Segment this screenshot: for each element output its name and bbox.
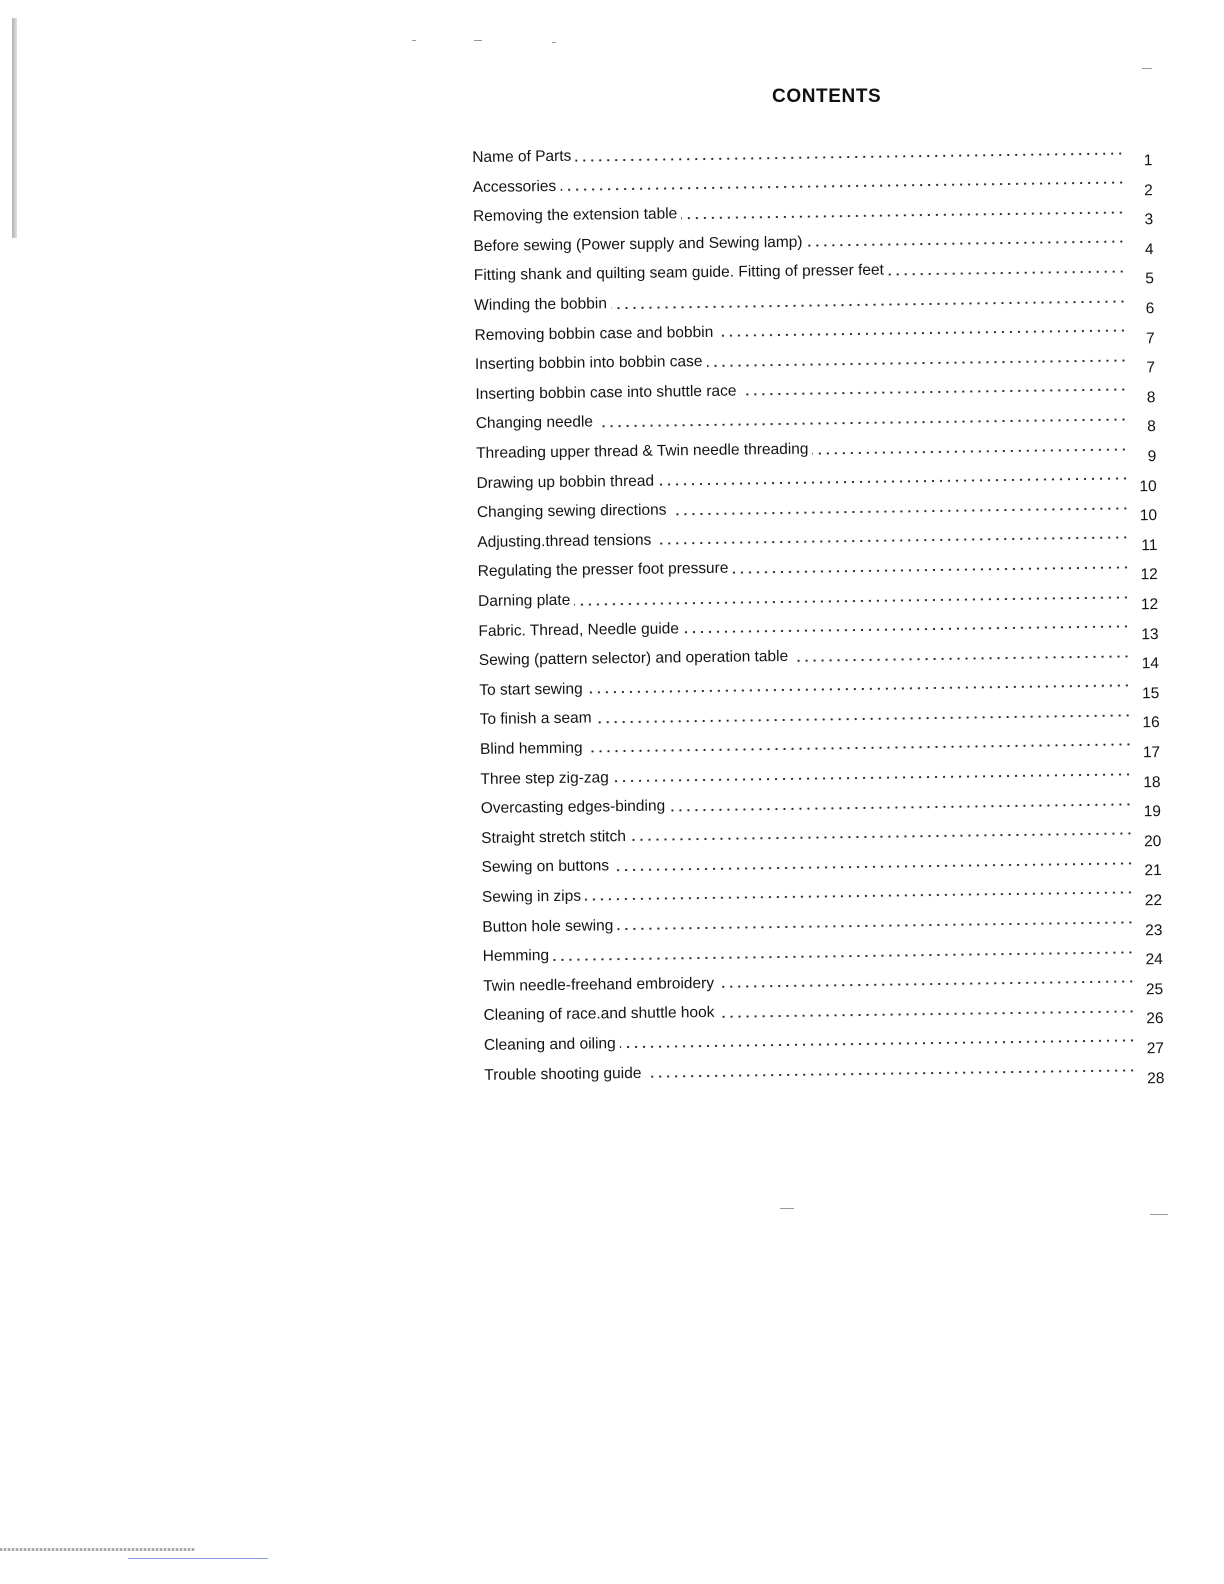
toc-entry-page-number: 26 <box>1146 1010 1164 1028</box>
scan-speck <box>1150 1214 1168 1215</box>
toc-entry-page-number: 7 <box>1145 329 1155 347</box>
toc-entry-page-number: 16 <box>1142 714 1160 732</box>
toc-entry-page-number: 10 <box>1139 477 1157 495</box>
toc-entry-title: Cleaning of race.and shuttle hook <box>483 1004 715 1025</box>
toc-entry-page-number: 13 <box>1141 625 1159 643</box>
toc-entry-title: Cleaning and oiling <box>483 1035 616 1054</box>
toc-entry-page-number: 4 <box>1144 240 1154 259</box>
toc-entry-title: Fitting shank and quilting seam guide. Fitting of presser feet <box>473 262 885 285</box>
toc-entry-title: Sewing in zips <box>481 887 582 906</box>
toc-dot-leader <box>888 270 1126 275</box>
toc-entry-title: To finish a seam <box>479 709 592 729</box>
toc-entry-page-number: 14 <box>1141 655 1160 673</box>
toc-entry-page-number: 5 <box>1145 270 1155 288</box>
toc-entry-title: Sewing on buttons <box>481 857 610 877</box>
toc-entry-page-number: 19 <box>1143 803 1162 821</box>
toc-entry-title: Three step zig-zag <box>480 768 609 788</box>
toc-entry-title: Darning plate <box>477 591 571 610</box>
table-of-contents <box>472 127 1165 1087</box>
toc-entry-title: Button hole sewing <box>482 916 614 936</box>
toc-entry-page-number: 15 <box>1141 684 1160 703</box>
toc-entry-page-number: 2 <box>1144 181 1153 199</box>
toc-entry-title: Overcasting edges-binding <box>480 797 666 818</box>
scan-speck <box>1142 68 1152 69</box>
toc-entry-title: Winding the bobbin <box>474 295 608 315</box>
toc-entry-page-number: 6 <box>1145 300 1155 318</box>
scan-speck <box>412 40 416 41</box>
scan-speck <box>780 1208 794 1209</box>
toc-entry-title: Sewing (pattern selector) and operation table <box>478 648 789 670</box>
toc-entry-page-number: 8 <box>1146 388 1156 407</box>
toc-entry-page-number: 27 <box>1146 1039 1165 1058</box>
toc-entry-page-number: 24 <box>1145 951 1163 969</box>
toc-entry-page-number: 9 <box>1147 448 1157 466</box>
toc-entry-title: Threading upper thread & Twin needle threading <box>476 440 809 463</box>
toc-entry-title: Changing needle <box>475 413 594 433</box>
scan-speck <box>474 40 482 41</box>
scan-edge-bottom <box>0 1548 195 1551</box>
toc-entry-title: Removing bobbin case and bobbin <box>474 323 714 344</box>
toc-entry-title: Hemming <box>482 947 550 966</box>
toc-entry-page-number: 10 <box>1139 507 1158 525</box>
toc-entry-page-number: 3 <box>1144 211 1154 229</box>
toc-entry-page-number: 12 <box>1140 566 1158 584</box>
toc-entry-page-number: 21 <box>1144 862 1162 880</box>
toc-entry-title: Trouble shooting guide <box>484 1064 642 1084</box>
toc-entry-page-number: 22 <box>1144 891 1163 910</box>
toc-entry-page-number: 12 <box>1140 596 1159 614</box>
toc-entry-title: Regulating the presser foot pressure <box>477 560 729 581</box>
toc-entry-title: Adjusting.thread tensions <box>477 531 652 551</box>
toc-entry-title: Blind hemming <box>479 739 583 758</box>
toc-entry-title: Accessories <box>472 177 557 196</box>
toc-entry-page-number: 18 <box>1143 773 1161 791</box>
toc-entry-title: Removing the extension table <box>472 205 678 226</box>
toc-entry-title: Fabric. Thread, Needle guide <box>478 619 680 640</box>
toc-entry-title: Changing sewing directions <box>476 501 667 522</box>
toc-entry-title: Straight stretch stitch <box>481 827 627 847</box>
scan-edge-shadow <box>12 18 17 238</box>
scan-speck <box>552 42 556 43</box>
toc-entry-page-number: 11 <box>1141 536 1158 555</box>
toc-entry-title: Inserting bobbin into bobbin case <box>474 353 703 374</box>
toc-entry-title: Inserting bobbin case into shuttle race <box>475 382 737 403</box>
toc-entry-page-number: 7 <box>1146 359 1156 377</box>
toc-entry-page-number: 1 <box>1143 152 1153 170</box>
toc-entry-page-number: 25 <box>1145 980 1164 998</box>
toc-entry-title: Drawing up bobbin thread <box>476 472 655 492</box>
toc-entry-page-number: 28 <box>1147 1069 1165 1087</box>
toc-entry-title: Twin needle-freehand embroidery <box>483 974 715 995</box>
toc-entry-title: Before sewing (Power supply and Sewing lamp) <box>473 233 803 255</box>
toc-entry-page-number: 8 <box>1147 418 1156 436</box>
toc-dot-leader <box>645 1069 1136 1077</box>
toc-entry-page-number: 20 <box>1143 832 1162 851</box>
scan-edge-line <box>128 1558 268 1559</box>
toc-entry-page-number: 23 <box>1145 921 1163 939</box>
page-title: CONTENTS <box>772 86 882 107</box>
toc-entry-page-number: 17 <box>1142 744 1161 762</box>
toc-entry-title: To start sewing <box>479 680 583 699</box>
toc-entry-title: Name of Parts <box>472 147 572 167</box>
